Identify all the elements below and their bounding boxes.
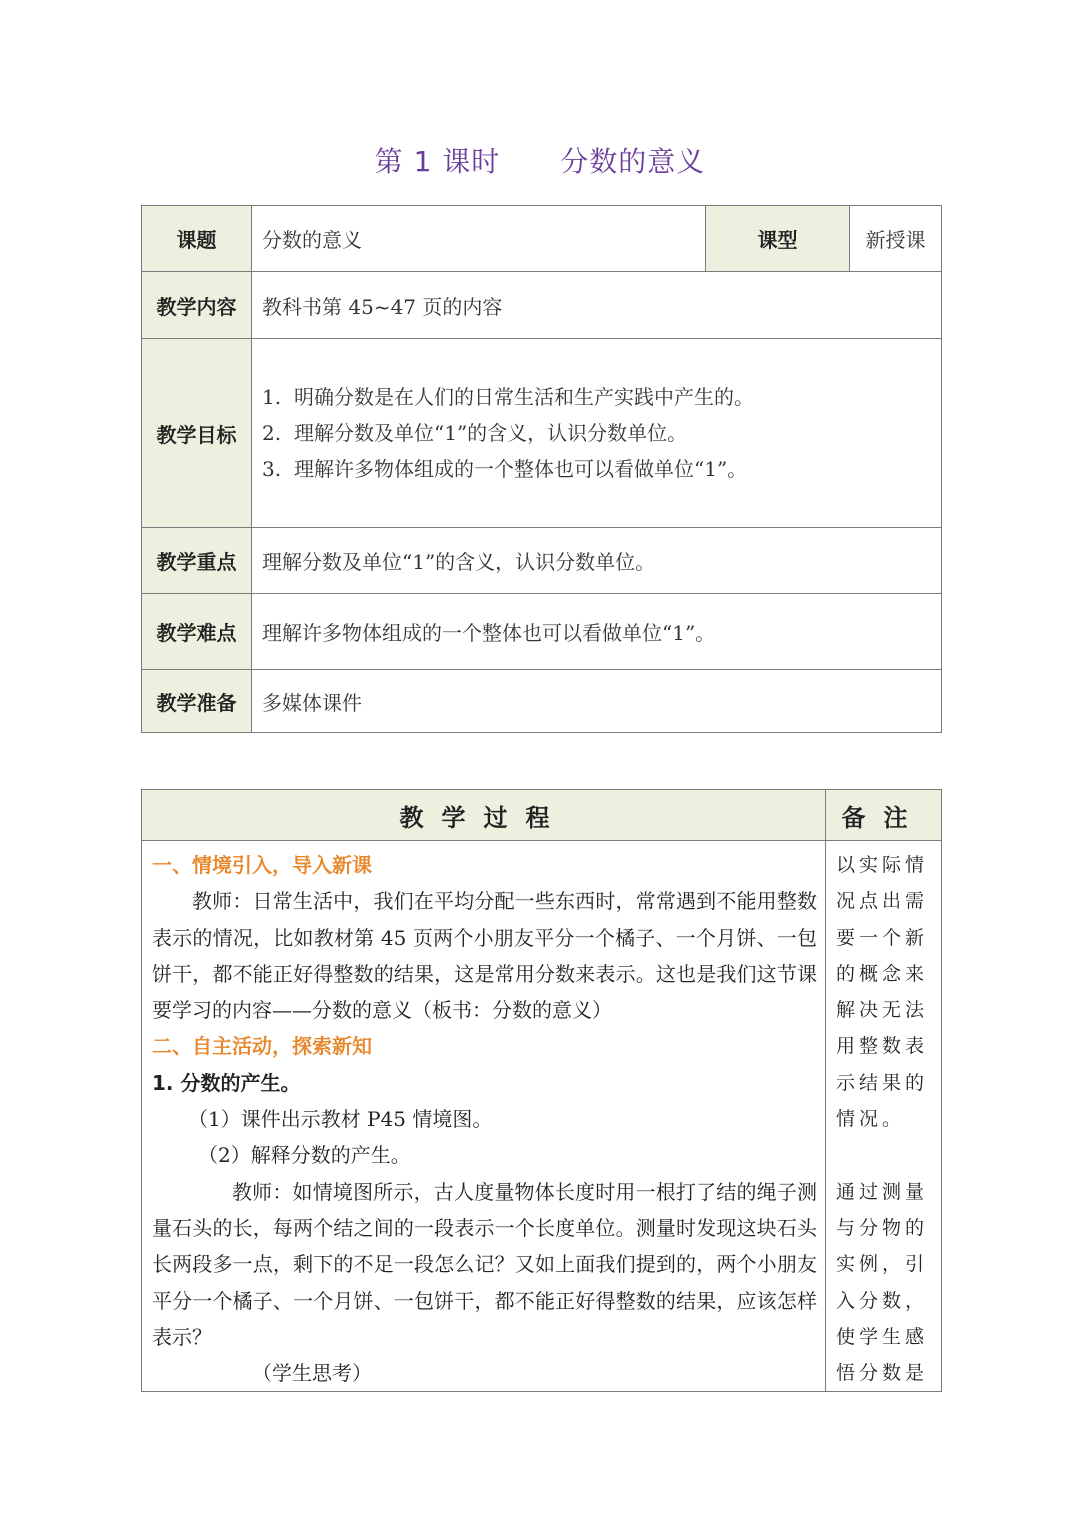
note-line: 悟分数是: [836, 1362, 929, 1385]
note-line: 使学生感: [836, 1325, 929, 1348]
subsection1-title: 1. 分数的产生。: [152, 1070, 301, 1095]
notes-content: [826, 841, 942, 1392]
lesson-number: 第 1 课时: [374, 145, 501, 178]
note-line: 实例，引: [836, 1253, 929, 1276]
type-label: 课型: [706, 206, 850, 272]
info-row-goals: [142, 339, 942, 528]
note-line: 要一个新: [836, 926, 929, 949]
process-header: 教学过程: [142, 790, 826, 841]
section1-text: 教师：日常生活中，我们在平均分配一些东西时，常常遇到不能用整数表示的情况，比如教材第 45 页两个小朋友平分一个橘子、一个月饼、一包饼干，都不能正好得整数的结果，这是常用分数来表示。这也是我们这节课要学习的内容——分数的意义（板书：分数的意义）: [152, 889, 817, 1023]
note-line: 用整数表: [836, 1035, 929, 1058]
student-text: （学生思考）: [252, 1361, 372, 1386]
section1-title: 一、情境引入，导入新课: [152, 853, 372, 877]
goals-list: [262, 379, 931, 487]
info-row-content: [142, 272, 942, 339]
info-row-key: [142, 528, 942, 594]
goal-item: 3. 理解许多物体组成的一个整体也可以看做单位“1”。: [262, 457, 748, 481]
note-line: 解决无法: [836, 999, 929, 1022]
note-line: 入分数，: [836, 1289, 929, 1312]
info-row-difficulty: [142, 594, 942, 670]
step2-text: （2）解释分数的产生。: [198, 1143, 411, 1168]
difficulty-value: 理解许多物体组成的一个整体也可以看做单位“1”。: [252, 594, 942, 670]
note-line: 的概念来: [836, 962, 929, 985]
note-line: 通过测量: [836, 1180, 929, 1203]
info-row-subject: [142, 206, 942, 272]
type-value: 新授课: [850, 206, 942, 272]
process-body-row: [142, 841, 942, 1392]
section2-title: 二、自主活动，探索新知: [152, 1034, 372, 1059]
teaching-process-table: [141, 789, 942, 1392]
content-label: 教学内容: [142, 272, 252, 339]
lesson-topic: 分数的意义: [560, 145, 706, 178]
note-line: 情况。: [836, 1108, 906, 1131]
process-header-row: [142, 790, 942, 841]
goals-label: 教学目标: [142, 339, 252, 528]
goals-cell: [252, 339, 942, 528]
notes-header: 备注: [826, 790, 942, 841]
page-title: [0, 140, 1080, 180]
process-content: [142, 841, 826, 1392]
info-row-prep: [142, 670, 942, 733]
key-label: 教学重点: [142, 528, 252, 594]
note-line: 示结果的: [836, 1071, 929, 1094]
lesson-info-table: [141, 205, 942, 733]
subject-value: 分数的意义: [252, 206, 706, 272]
subject-label: 课题: [142, 206, 252, 272]
prep-value: 多媒体课件: [252, 670, 942, 733]
goal-item: 1. 明确分数是在人们的日常生活和生产实践中产生的。: [262, 385, 754, 409]
step1-text: （1）课件出示教材 P45 情境图。: [188, 1107, 493, 1132]
key-value: 理解分数及单位“1”的含义，认识分数单位。: [252, 528, 942, 594]
note-line: 况点出需: [836, 890, 929, 913]
difficulty-label: 教学难点: [142, 594, 252, 670]
goal-item: 2. 理解分数及单位“1”的含义，认识分数单位。: [262, 421, 688, 445]
prep-label: 教学准备: [142, 670, 252, 733]
teacher-text: 教师：如情境图所示，古人度量物体长度时用一根打了结的绳子测量石头的长，每两个结之间的一段表示一个长度单位。测量时发现这块石头长两段多一点，剩下的不足一段怎么记？又如上面我们提到的，两个小朋友平分一个橘子、一个月饼、一包饼干，都不能正好得整数的结果，应该怎样表示？: [152, 1179, 817, 1349]
note-line: 与分物的: [836, 1216, 929, 1239]
content-value: 教科书第 45~47 页的内容: [252, 272, 942, 339]
note-line: 以实际情: [836, 854, 929, 876]
